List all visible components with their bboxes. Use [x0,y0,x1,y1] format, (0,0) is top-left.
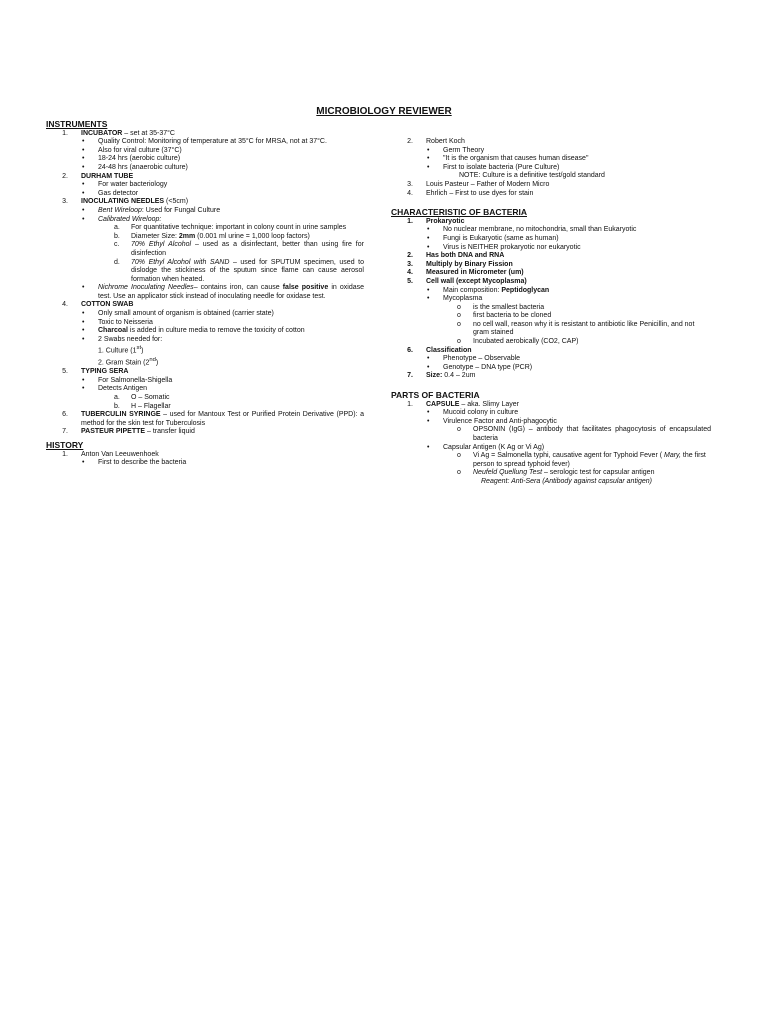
list-item: 1. Anton Van Leeuwenhoek [62,450,159,458]
right-column [391,138,711,487]
bullet-item: • Virulence Factor and Anti-phagocytic [426,418,711,427]
history-heading: HISTORY [46,440,84,451]
sub-item: c. 70% Ethyl Alcohol – used as a disinfectant, better than using fire for disinfection [114,241,364,257]
bullet-item: • Gas detector [81,190,364,199]
list-item: 1. Prokaryotic [407,217,465,225]
bullet-item: • No nuclear membrane, no mitochondria, small than Eukaryotic [426,226,711,235]
bullet-item: • Nichrome Inoculating Needles– contains iron, can cause false positive in oxidase test. Use an applicator stick instead of inoculating needle for oxidase test. [81,284,364,301]
list-item: 5. TYPING SERA [62,368,129,376]
bullet-item: • Phenotype – Observable [426,355,711,364]
bullet-item: • First to isolate bacteria (Pure Culture) [426,164,711,173]
sub-item: a. O – Somatic [114,394,170,402]
list-item: 1. INCUBATOR – set at 35-37°C [62,129,175,137]
bullet-item: • Detects Antigen [81,385,364,394]
bullet-item: • Only small amount of organism is obtained (carrier state) [81,310,364,319]
bullet-item: • Fungi is Eukaryotic (same as human) [426,235,711,244]
list-item: 2. Robert Koch [407,138,465,145]
parts-heading: PARTS OF BACTERIA [391,390,480,401]
bullet-item: • Capsular Antigen (K Ag or Vi Ag) [426,444,711,453]
bullet-item: • First to describe the bacteria [81,459,364,468]
sub-item: 1. Culture (1st) [98,345,144,355]
sub-item: Reagent: Anti-Sera (Antibody against capsular antigen) [481,477,652,485]
sub-item: b. H – Flagellar [114,402,171,410]
list-item: 7. Size: 0.4 – 2um [407,372,476,380]
list-item: 2. DURHAM TUBE [62,172,134,180]
sub-item: o Neufeld Quellung Test – serologic test for capsular antigen [455,469,711,478]
bullet-item: • Bent Wireloop: Used for Fungal Culture [81,207,364,216]
bullet-item: • Charcoal is added in culture media to remove the toxicity of cotton [81,327,364,336]
bullet-item: • 2 Swabs needed for: [81,336,364,345]
bullet-item: • 24-48 hrs (anaerobic culture) [81,164,364,173]
instruments-heading: INSTRUMENTS [46,119,108,129]
bullet-item: • 18-24 hrs (aerobic culture) [81,155,364,164]
sub-item: o OPSONIN (IgG) – antibody that facilitates phagocytosis of encapsulated bacteria [455,426,711,443]
list-item: 7. PASTEUR PIPETTE – transfer liquid [62,428,195,436]
bullet-item: • Toxic to Neisseria [81,319,364,328]
left-column [46,118,364,468]
list-item: 2. Has both DNA and RNA [407,252,505,260]
bullet-item: • Genotype – DNA type (PCR) [426,364,711,373]
list-item: 3. Louis Pasteur – Father of Modern Micro [407,180,550,188]
bullet-item: • Germ Theory [426,147,711,156]
list-item: 4. Measured in Micrometer (um) [407,269,524,277]
list-item: 5. Cell wall (except Mycoplasma) [407,277,527,285]
sub-item: d. 70% Ethyl Alcohol with SAND – used for SPUTUM specimen, used to dislodge the stickiness of the sputum since flame can cause aerosol formation when heated. [114,258,364,283]
bullet-item: • Virus is NEITHER prokaryotic nor eukaryotic [426,244,711,253]
bullet-item: • Main composition: Peptidoglycan [426,287,711,296]
bullet-item: • Calibrated Wireloop: [81,216,364,225]
bullet-item: • "It is the organism that causes human disease" [426,155,711,164]
bullet-item: • Mycoplasma [426,295,711,304]
list-item: 3. INOCULATING NEEDLES (<5cm) [62,198,189,206]
bullet-item: • Also for viral culture (37°C) [81,147,364,156]
sub-item: o Vi Ag = Salmonella typhi, causative agent for Typhoid Fever ( Mary, the first person to spread typhoid fever) [455,452,711,469]
list-item: 1. CAPSULE – aka. Slimy Layer [407,400,519,408]
list-item: 6. TUBERCULIN SYRINGE – used for Mantoux Test or Purified Protein Derivative (PPD): a method for the skin test for Tuberculosis [62,411,364,427]
list-item: 6. Classification [407,346,472,354]
note-text: NOTE: Culture is a definitive test/gold standard [459,172,605,180]
bullet-item: • For water bacteriology [81,181,364,190]
document-title: MICROBIOLOGY REVIEWER [316,106,452,117]
sub-item: 2. Gram Stain (2nd) [98,357,159,367]
sub-item: a. For quantitative technique: important in colony count in urine samples [114,224,347,232]
list-item: 4. COTTON SWAB [62,301,134,309]
bullet-item: • For Salmonella-Shigella [81,377,364,386]
sub-item: o is the smallest bacteria [455,304,711,313]
sub-item: b. Diameter Size: 2mm (0.001 ml urine = 1,000 loop factors) [114,232,310,240]
bullet-item: • Quality Control: Monitoring of temperature at 35°C for MRSA, not at 37°C. [81,138,364,147]
sub-item: o no cell wall, reason why it is resistant to antibiotic like Penicillin, and not gram stained [455,321,711,338]
list-item: 3. Multiply by Binary Fission [407,260,513,268]
sub-item: o Incubated aerobically (CO2, CAP) [455,338,711,347]
characteristics-heading: CHARACTERISTIC OF BACTERIA [391,207,527,218]
sub-item: o first bacteria to be cloned [455,312,711,321]
bullet-item: • Mucoid colony in culture [426,409,711,418]
list-item: 4. Ehrlich – First to use dyes for stain [407,189,534,197]
